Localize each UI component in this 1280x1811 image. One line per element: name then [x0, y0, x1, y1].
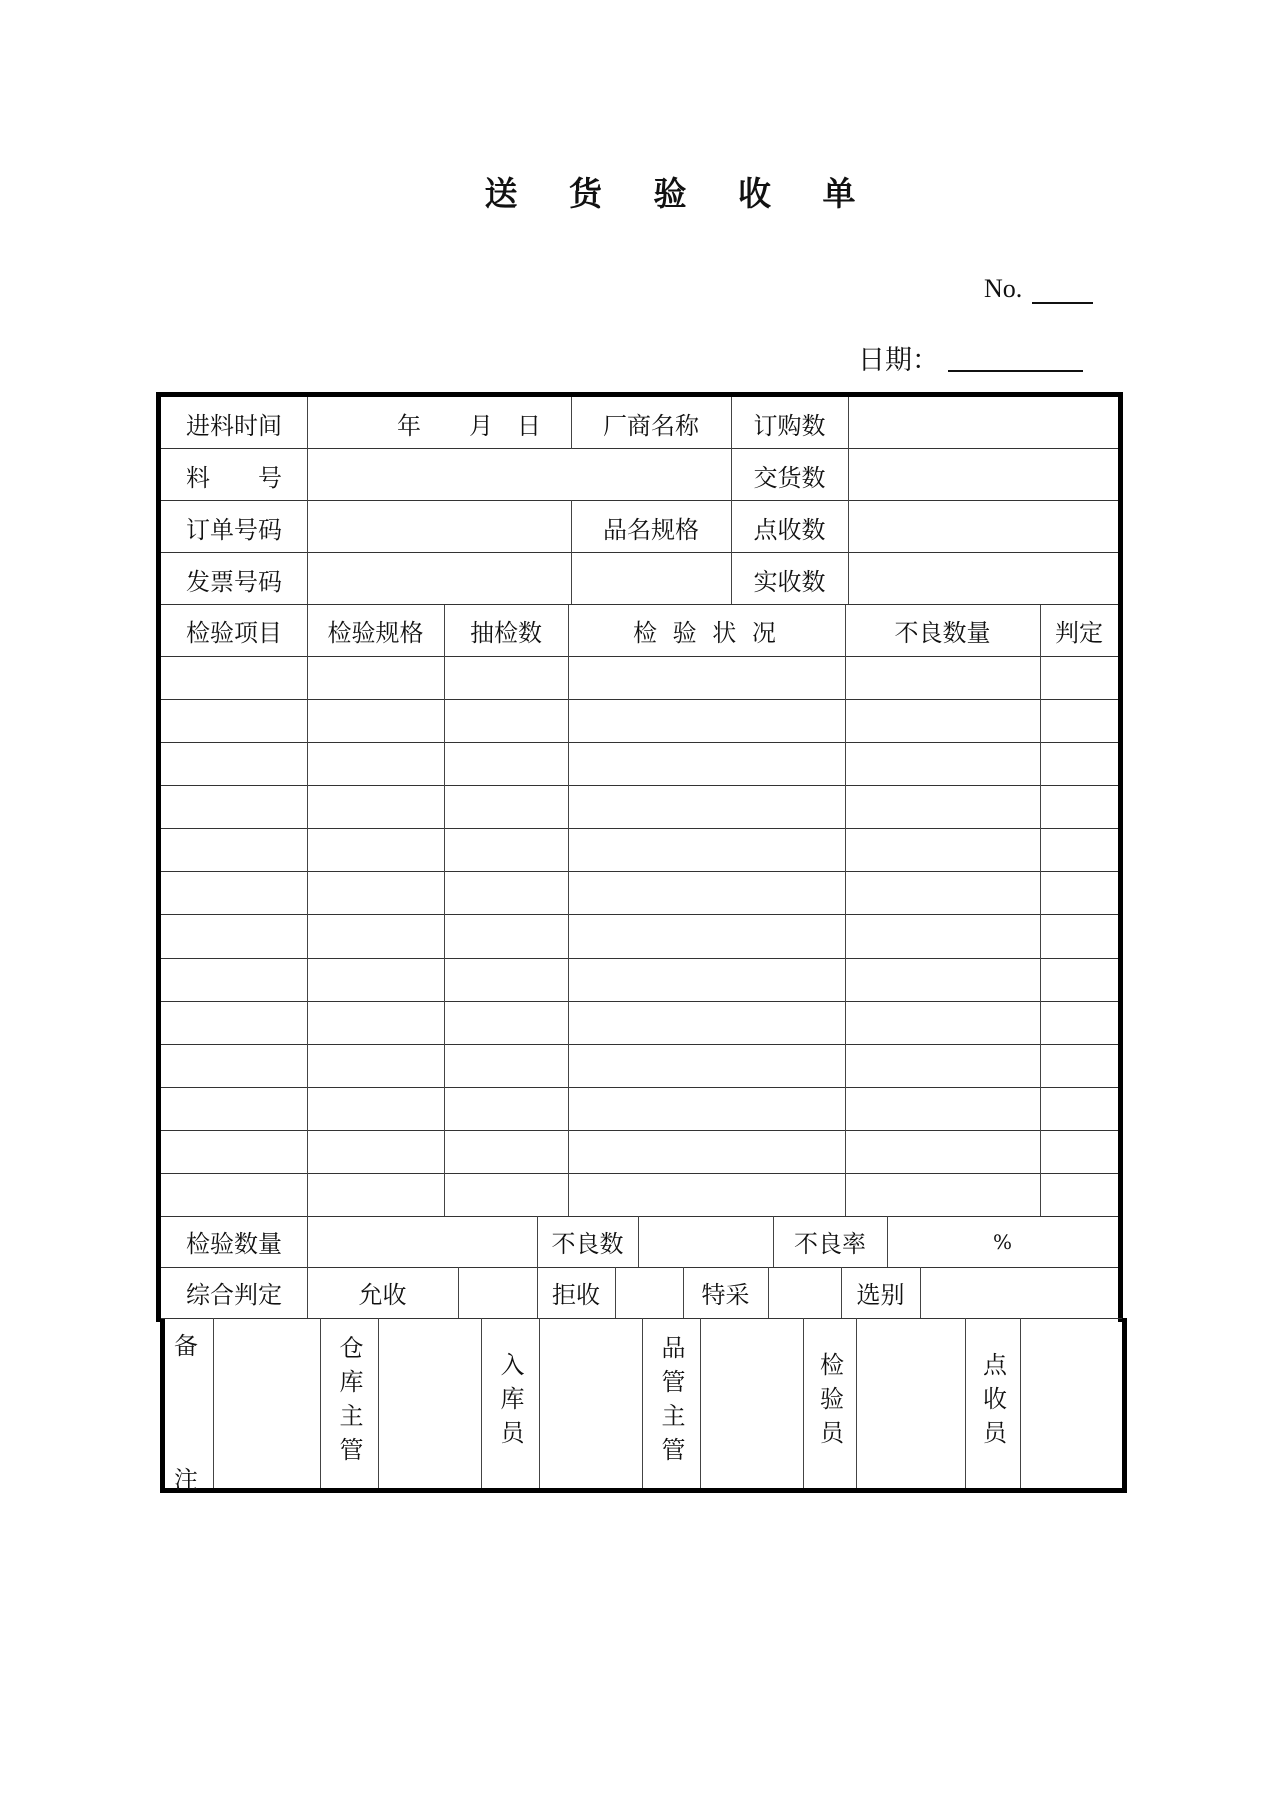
cell-spec[interactable]: [307, 871, 444, 914]
accept-label: 允收: [358, 1281, 407, 1309]
special-acceptance-checkbox[interactable]: [768, 1267, 841, 1318]
cell-item[interactable]: [161, 1173, 307, 1216]
cell-item[interactable]: [161, 785, 307, 828]
cell-sample-qty[interactable]: [444, 958, 568, 1001]
cell-spec[interactable]: [307, 785, 444, 828]
cell-status[interactable]: [568, 871, 845, 914]
warehouse-manager-label: 仓库主管: [335, 1335, 363, 1471]
cell-judgement[interactable]: [1040, 1044, 1118, 1087]
cell-item[interactable]: [161, 656, 307, 699]
form-number-label: No.: [984, 274, 1023, 303]
delivered-qty-field[interactable]: [848, 449, 1118, 501]
invoice-number-field[interactable]: [307, 553, 571, 605]
cell-judgement[interactable]: [1040, 958, 1118, 1001]
incoming-time-label: 进料时间: [186, 411, 282, 440]
cell-status[interactable]: [568, 1130, 845, 1173]
cell-spec[interactable]: [307, 828, 444, 871]
cell-item[interactable]: [161, 958, 307, 1001]
accept-checkbox[interactable]: [458, 1267, 537, 1318]
cell-defect-qty[interactable]: [845, 1173, 1040, 1216]
cell-defect-qty[interactable]: [845, 828, 1040, 871]
cell-spec[interactable]: [307, 1173, 444, 1216]
inspect-qty-label: 检验数量: [186, 1230, 282, 1258]
col-sample-qty: 抽检数: [470, 619, 542, 647]
reject-checkbox[interactable]: [615, 1267, 683, 1318]
cell-spec[interactable]: [307, 699, 444, 742]
col-inspection-status: 检 验 状 况: [633, 619, 780, 647]
cell-sample-qty[interactable]: [444, 828, 568, 871]
cell-item[interactable]: [161, 1087, 307, 1130]
cell-defect-qty[interactable]: [845, 914, 1040, 957]
col-inspection-item: 检验项目: [186, 619, 282, 647]
cell-status[interactable]: [568, 1087, 845, 1130]
qc-manager-label: 品管主管: [657, 1335, 685, 1471]
invoice-number-label: 发票号码: [186, 567, 282, 596]
cell-judgement[interactable]: [1040, 1130, 1118, 1173]
sort-label: 选别: [856, 1281, 905, 1309]
remarks-label-top: 备: [174, 1332, 198, 1360]
cell-judgement[interactable]: [1040, 1173, 1118, 1216]
cell-sample-qty[interactable]: [444, 699, 568, 742]
cell-spec[interactable]: [307, 1087, 444, 1130]
delivered-qty-label: 交货数: [753, 463, 826, 492]
cell-item[interactable]: [161, 914, 307, 957]
cell-defect-qty[interactable]: [845, 742, 1040, 785]
cell-judgement[interactable]: [1040, 656, 1118, 699]
cell-defect-qty[interactable]: [845, 871, 1040, 914]
cell-defect-qty[interactable]: [845, 785, 1040, 828]
product-spec-field[interactable]: [571, 553, 731, 605]
defect-count-label: 不良数: [551, 1230, 624, 1258]
defect-count-field[interactable]: [638, 1216, 773, 1267]
warehouse-clerk-label: 入库员: [496, 1352, 524, 1454]
defect-rate-field[interactable]: %: [992, 1229, 1012, 1254]
cell-sample-qty[interactable]: [444, 742, 568, 785]
cell-judgement[interactable]: [1040, 785, 1118, 828]
cell-status[interactable]: [568, 914, 845, 957]
cell-defect-qty[interactable]: [845, 656, 1040, 699]
date-label: 日期：: [858, 345, 939, 376]
cell-sample-qty[interactable]: [444, 1001, 568, 1044]
cell-sample-qty[interactable]: [444, 914, 568, 957]
cell-judgement[interactable]: [1040, 1001, 1118, 1044]
cell-judgement[interactable]: [1040, 914, 1118, 957]
cell-sample-qty[interactable]: [444, 871, 568, 914]
cell-judgement[interactable]: [1040, 1087, 1118, 1130]
cell-item[interactable]: [161, 742, 307, 785]
cell-defect-qty[interactable]: [845, 958, 1040, 1001]
page-title: 送 货 验 收 单: [484, 174, 876, 213]
cell-defect-qty[interactable]: [845, 1044, 1040, 1087]
defect-rate-label: 不良率: [794, 1230, 866, 1258]
warehouse-clerk-signature[interactable]: [539, 1318, 642, 1488]
cell-status[interactable]: [568, 1173, 845, 1216]
vendor-name-label: 厂商名称: [603, 411, 699, 440]
po-number-label: 订单号码: [186, 515, 282, 544]
cell-defect-qty[interactable]: [845, 1001, 1040, 1044]
col-defect-qty: 不良数量: [894, 619, 991, 647]
special-acceptance-label: 特采: [701, 1281, 750, 1309]
form-number-field[interactable]: [1032, 302, 1093, 304]
cell-sample-qty[interactable]: [444, 1087, 568, 1130]
col-judgement: 判定: [1055, 619, 1103, 647]
remarks-field[interactable]: [213, 1318, 320, 1488]
cell-status[interactable]: [568, 1001, 845, 1044]
warehouse-manager-signature[interactable]: [378, 1318, 481, 1488]
receiver-label: 点收员: [978, 1352, 1007, 1454]
reject-label: 拒收: [552, 1281, 600, 1309]
cell-spec[interactable]: [307, 914, 444, 957]
qc-manager-signature[interactable]: [700, 1318, 803, 1488]
col-inspection-spec: 检验规格: [327, 619, 424, 647]
remarks-label-bottom: 注: [174, 1466, 198, 1494]
cell-status[interactable]: [568, 742, 845, 785]
product-spec-label: 品名规格: [603, 515, 699, 544]
cell-spec[interactable]: [307, 656, 444, 699]
order-qty-field[interactable]: [848, 397, 1118, 449]
received-qty-label: 实收数: [753, 567, 826, 596]
counted-qty-label: 点收数: [753, 515, 826, 544]
inspector-signature[interactable]: [856, 1318, 965, 1488]
cell-item[interactable]: [161, 871, 307, 914]
cell-defect-qty[interactable]: [845, 699, 1040, 742]
cell-spec[interactable]: [307, 742, 444, 785]
cell-item[interactable]: [161, 699, 307, 742]
po-number-field[interactable]: [307, 501, 571, 553]
part-number-field[interactable]: [307, 449, 731, 501]
cell-sample-qty[interactable]: [444, 1044, 568, 1087]
inspector-label: 检验员: [815, 1352, 844, 1454]
overall-judgement-label: 综合判定: [186, 1281, 282, 1309]
cell-item[interactable]: [161, 1044, 307, 1087]
cell-spec[interactable]: [307, 1001, 444, 1044]
cell-item[interactable]: [161, 828, 307, 871]
cell-status[interactable]: [568, 828, 845, 871]
cell-judgement[interactable]: [1040, 742, 1118, 785]
cell-sample-qty[interactable]: [444, 656, 568, 699]
cell-spec[interactable]: [307, 1130, 444, 1173]
cell-sample-qty[interactable]: [444, 1130, 568, 1173]
cell-status[interactable]: [568, 785, 845, 828]
incoming-date-field[interactable]: 年 月 日: [397, 411, 541, 440]
cell-defect-qty[interactable]: [845, 1130, 1040, 1173]
cell-spec[interactable]: [307, 1044, 444, 1087]
receiver-signature[interactable]: [1020, 1318, 1122, 1488]
cell-status[interactable]: [568, 1044, 845, 1087]
cell-judgement[interactable]: [1040, 828, 1118, 871]
counted-qty-field[interactable]: [848, 501, 1118, 553]
order-qty-label: 订购数: [753, 411, 826, 440]
cell-sample-qty[interactable]: [444, 1173, 568, 1216]
sort-checkbox[interactable]: [920, 1267, 1118, 1318]
received-qty-field[interactable]: [848, 553, 1118, 605]
cell-status[interactable]: [568, 699, 845, 742]
cell-status[interactable]: [568, 656, 845, 699]
cell-sample-qty[interactable]: [444, 785, 568, 828]
cell-item[interactable]: [161, 1001, 307, 1044]
cell-judgement[interactable]: [1040, 699, 1118, 742]
part-number-label: 料 号: [186, 463, 282, 492]
cell-judgement[interactable]: [1040, 871, 1118, 914]
cell-status[interactable]: [568, 958, 845, 1001]
cell-defect-qty[interactable]: [845, 1087, 1040, 1130]
inspect-qty-field[interactable]: [307, 1216, 537, 1267]
date-field[interactable]: [948, 370, 1083, 372]
cell-item[interactable]: [161, 1130, 307, 1173]
cell-spec[interactable]: [307, 958, 444, 1001]
